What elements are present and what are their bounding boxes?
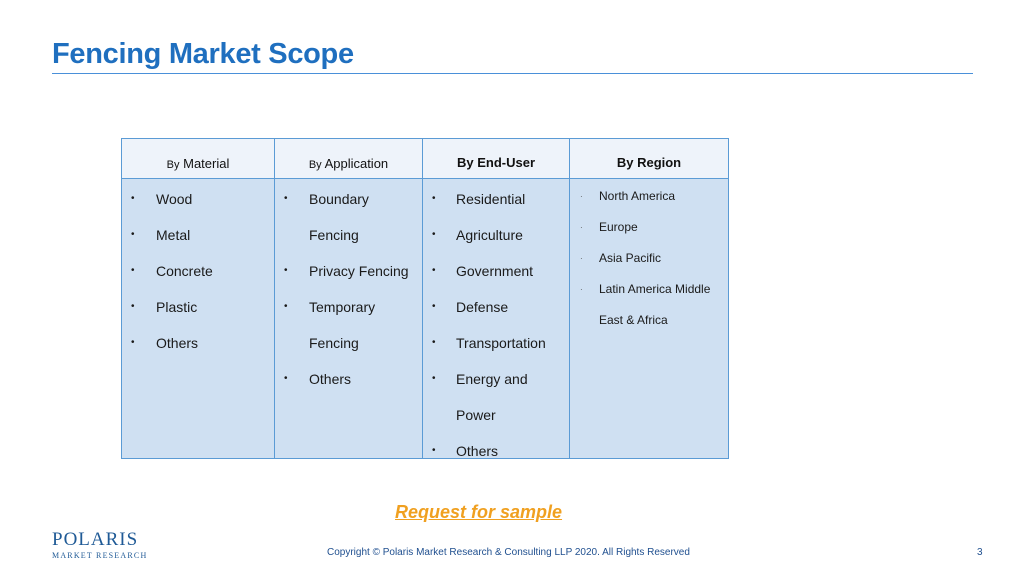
header-by-region: By Region: [616, 155, 682, 170]
list-item: Energy and: [456, 371, 528, 387]
bullet-icon: •: [131, 229, 135, 240]
bullet-icon: •: [131, 193, 135, 204]
list-item: Plastic: [156, 299, 198, 315]
bullet-icon: •: [432, 229, 436, 240]
header-by-material: [122, 139, 274, 178]
column-divider: [274, 139, 275, 458]
list-item: Fencing: [309, 335, 359, 351]
request-sample-link[interactable]: Request for sample: [395, 502, 563, 522]
list-item: Power: [456, 407, 496, 423]
header-label: Application: [324, 156, 389, 171]
title-divider: [52, 73, 973, 74]
bullet-icon: •: [131, 301, 135, 312]
market-scope-table: [121, 138, 729, 459]
logo-tagline: MARKET RESEARCH: [52, 551, 148, 560]
list-item: Wood: [156, 191, 193, 207]
polaris-logo: [52, 530, 147, 560]
table-header-row: [122, 139, 728, 179]
page-number: 3: [977, 547, 983, 558]
bullet-icon: •: [432, 373, 436, 384]
list-item: Boundary: [309, 191, 369, 207]
bullet-icon: ·: [580, 192, 583, 201]
page-title: Fencing Market Scope: [52, 38, 354, 70]
bullet-icon: ·: [580, 223, 583, 232]
bullet-icon: •: [131, 337, 135, 348]
list-item: Latin America Middle: [599, 282, 711, 296]
list-item: Metal: [156, 227, 191, 243]
header-by-application: [275, 139, 422, 178]
list-item: Europe: [599, 220, 638, 234]
column-divider: [569, 139, 570, 458]
bullet-icon: •: [432, 445, 436, 456]
bullet-icon: ·: [580, 285, 583, 294]
list-item: North America: [599, 189, 676, 203]
header-label: Material: [183, 156, 230, 171]
list-item: Others: [156, 335, 199, 351]
logo-brand-text: POLARIS: [52, 529, 139, 550]
bullet-icon: •: [432, 301, 436, 312]
bullet-icon: •: [432, 193, 436, 204]
list-item: Others: [456, 443, 499, 459]
bullet-icon: •: [284, 301, 288, 312]
list-item: Privacy Fencing: [309, 263, 409, 279]
bullet-icon: •: [284, 265, 288, 276]
logo-brand: [52, 530, 147, 549]
list-item: Asia Pacific: [599, 251, 662, 265]
column-divider: [422, 139, 423, 458]
bullet-icon: •: [284, 373, 288, 384]
bullet-icon: •: [131, 265, 135, 276]
list-item: Concrete: [156, 263, 213, 279]
bullet-icon: •: [432, 337, 436, 348]
bullet-icon: ·: [580, 254, 583, 263]
list-item: Temporary: [309, 299, 376, 315]
bullet-icon: •: [284, 193, 288, 204]
bullet-icon: •: [432, 265, 436, 276]
list-item: Defense: [456, 299, 509, 315]
header-prefix: By: [308, 159, 322, 171]
header-prefix: By: [166, 159, 180, 171]
list-item: Agriculture: [456, 227, 523, 243]
list-item: Others: [309, 371, 352, 387]
header-by-end-user: By End-User: [456, 155, 536, 170]
list-item: Government: [456, 263, 534, 279]
list-item: Transportation: [456, 335, 546, 351]
list-item: Residential: [456, 191, 526, 207]
copyright-footer: Copyright © Polaris Market Research & Consulting LLP 2020. All Rights Reserved: [327, 547, 690, 558]
list-item: East & Africa: [599, 313, 668, 327]
list-item: Fencing: [309, 227, 359, 243]
